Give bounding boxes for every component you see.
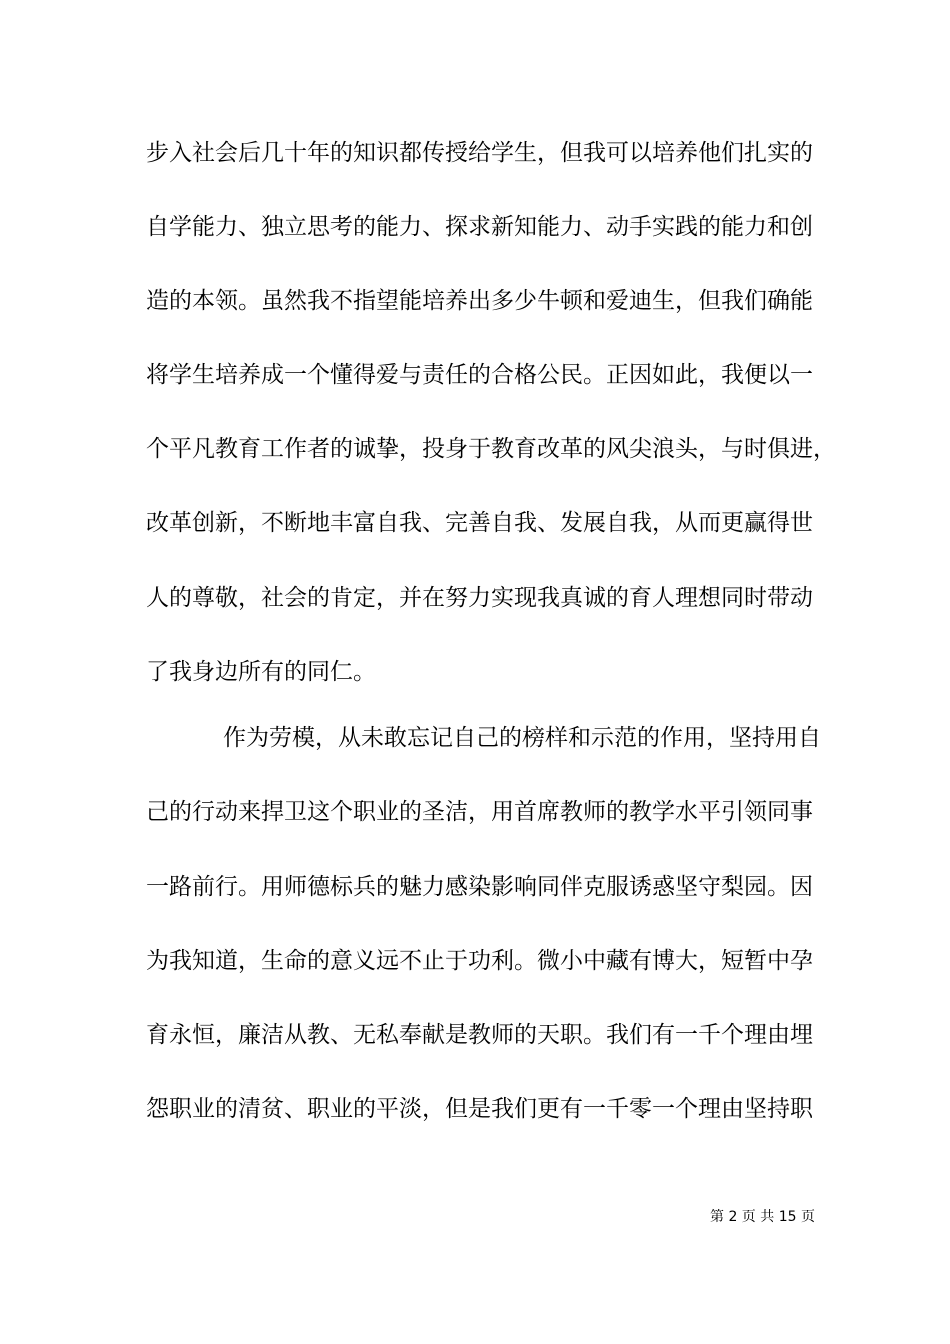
paragraph-line: 改革创新，不断地丰富自我、完善自我、发展自我，从而更赢得世 xyxy=(146,510,813,536)
paragraph-line: 造的本领。虽然我不指望能培养出多少牛顿和爱迪生，但我们确能 xyxy=(146,288,813,314)
paragraph-line: 作为劳模，从未敢忘记自己的榜样和示范的作用，坚持用自 xyxy=(223,725,821,751)
paragraph-line: 育永恒，廉洁从教、无私奉献是教师的天职。我们有一千个理由埋 xyxy=(146,1022,813,1048)
paragraph-line: 一路前行。用师德标兵的魅力感染影响同伴克服诱惑坚守梨园。因 xyxy=(146,874,813,900)
paragraph-line: 自学能力、独立思考的能力、探求新知能力、动手实践的能力和创 xyxy=(146,214,813,240)
paragraph-line: 为我知道，生命的意义远不止于功利。微小中藏有博大，短暂中孕 xyxy=(146,948,813,974)
paragraph-line: 怨职业的清贫、职业的平淡，但是我们更有一千零一个理由坚持职 xyxy=(146,1096,813,1122)
paragraph-line: 步入社会后几十年的知识都传授给学生，但我可以培养他们扎实的 xyxy=(146,140,813,166)
paragraph-line: 将学生培养成一个懂得爱与责任的合格公民。正因如此，我便以一 xyxy=(146,362,813,388)
paragraph-line: 己的行动来捍卫这个职业的圣洁，用首席教师的教学水平引领同事 xyxy=(146,799,813,825)
paragraph-line: 人的尊敬，社会的肯定，并在努力实现我真诚的育人理想同时带动 xyxy=(146,585,813,611)
page-number: 第 2 页 共 15 页 xyxy=(710,1209,815,1225)
paragraph-line: 了我身边所有的同仁。 xyxy=(146,659,376,685)
paragraph-line: 个平凡教育工作者的诚挚，投身于教育改革的风尖浪头，与时俱进， xyxy=(146,436,836,462)
